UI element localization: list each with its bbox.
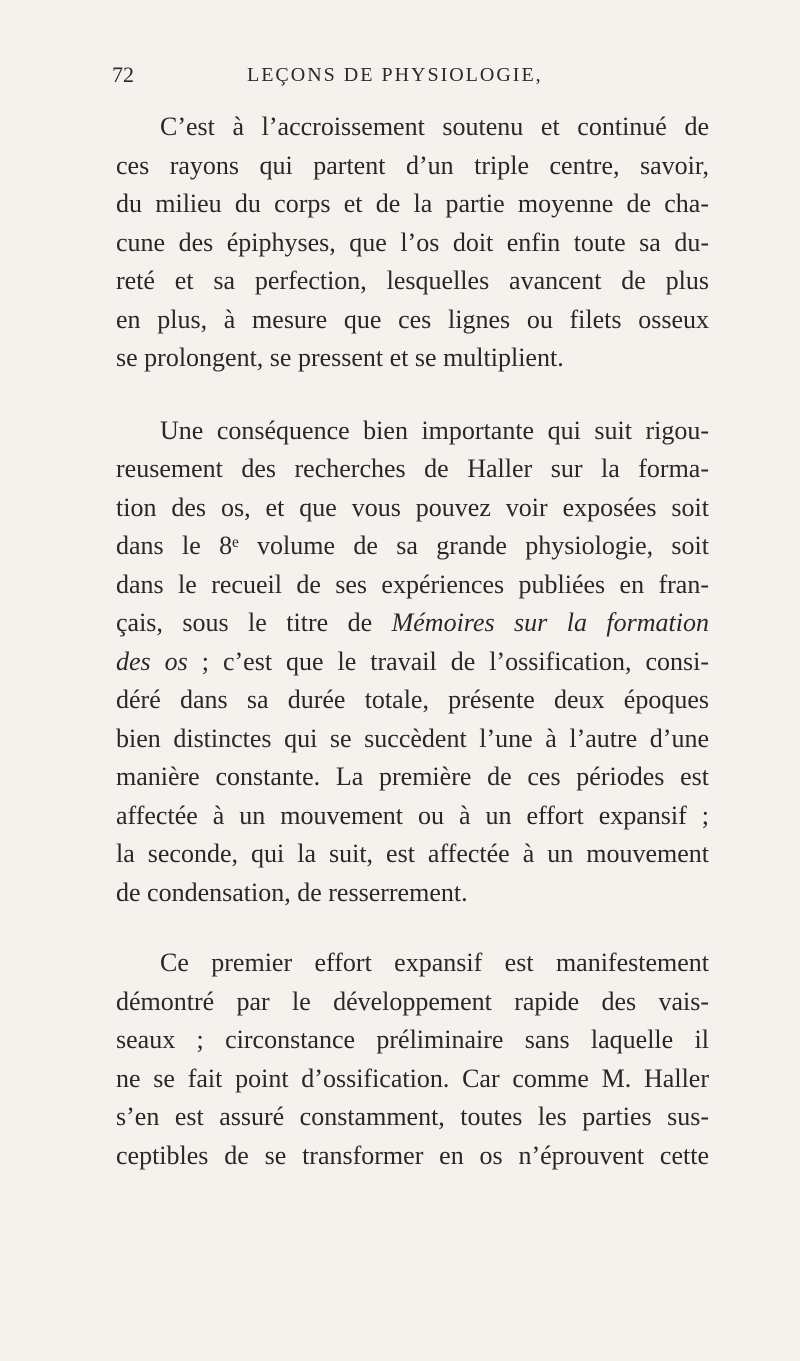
text-line: dans le 8ᵉ volume de sa grande physiologie, soit [116,531,709,560]
italic-title-end: des os [116,646,188,676]
body-text [116,108,709,1175]
text-line: dans le recueil de ses expériences publiées en fran- [116,569,709,599]
text-line: seaux ; circonstance préliminaire sans laquelle il [116,1025,709,1054]
paragraph-2 [116,412,709,913]
text-line: tion des os, et que vous pouvez voir exposées soit [116,492,709,522]
text-line: la seconde, qui la suit, est affectée à un mouvement [116,839,709,868]
text-line: démontré par le développement rapide des vais- [116,986,709,1016]
paragraph-3 [116,944,709,1175]
text-line: affectée à un mouvement ou à un effort expansif ; [116,800,709,830]
running-head [112,62,712,92]
text-line: reté et sa perfection, lesquelles avancent de plus [116,266,709,295]
text-fragment: ; c’est que le travail de l’ossification, consi- [201,646,709,676]
text-line [116,604,709,643]
text-line: de condensation, de resserrement. [116,877,468,907]
text-line: cune des épiphyses, que l’os doit enfin toute sa du- [116,227,709,257]
text-line: Ce premier effort expansif est manifestement [160,948,709,977]
text-line: s’en est assuré constamment, toutes les parties sus- [116,1102,709,1131]
text-line: déré dans sa durée totale, présente deux époques [116,685,709,714]
page-number: 72 [112,62,134,87]
text-line: ceptibles de se transformer en os n’éprouvent cette [116,1140,709,1170]
paragraph-1 [116,108,709,378]
text-fragment: çais, sous le titre de [116,608,373,637]
text-line: bien distinctes qui se succèdent l’une à l’autre d’une [116,723,709,753]
text-line: ces rayons qui partent d’un triple centre, savoir, [116,150,709,180]
text-line: se prolongent, se pressent et se multiplient. [116,343,564,372]
text-line: C’est à l’accroissement soutenu et continué de [160,112,709,141]
text-line: manière constante. La première de ces périodes est [116,762,709,791]
text-line [116,643,709,682]
text-line: reusement des recherches de Haller sur la forma- [116,454,709,483]
running-title: LEÇONS DE PHYSIOLOGIE, [247,64,543,86]
text-line: ne se fait point d’ossification. Car comme M. Haller [116,1063,709,1093]
text-line: en plus, à mesure que ces lignes ou filets osseux [116,304,709,334]
text-line: du milieu du corps et de la partie moyenne de cha- [116,189,709,218]
italic-title: Mémoires sur la formation [391,608,709,637]
text-line: Une conséquence bien importante qui suit rigou- [160,415,709,445]
